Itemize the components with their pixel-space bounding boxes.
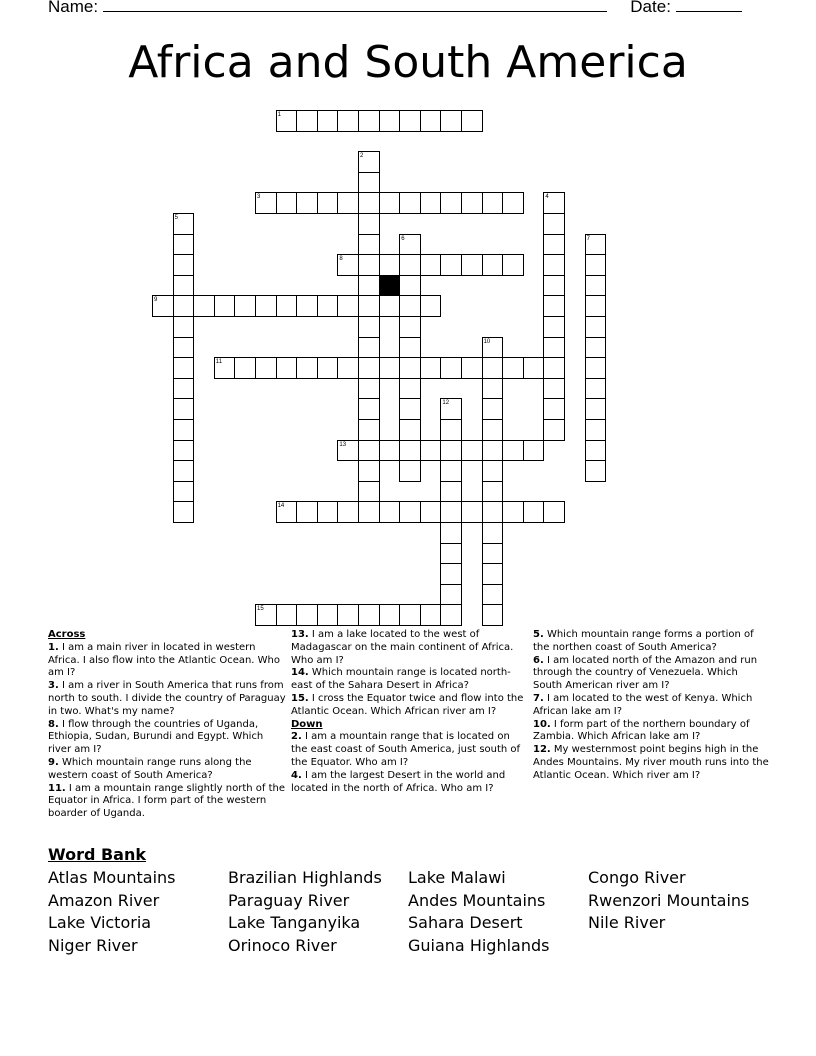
grid-cell[interactable] <box>276 110 298 132</box>
date-label: Date: <box>630 0 671 16</box>
grid-cell[interactable] <box>296 192 318 214</box>
grid-cell[interactable] <box>440 563 462 585</box>
grid-cell[interactable] <box>482 398 504 420</box>
grid-cell[interactable] <box>440 110 462 132</box>
clue-number: 3 <box>257 194 261 201</box>
word-bank-item: Andes Mountains <box>408 890 546 910</box>
grid-cell[interactable] <box>523 357 545 379</box>
grid-cell[interactable] <box>440 254 462 276</box>
grid-cell[interactable] <box>482 481 504 503</box>
grid-cell[interactable] <box>337 440 359 462</box>
grid-cell[interactable] <box>399 357 421 379</box>
grid-cell[interactable] <box>337 192 359 214</box>
word-bank-item: Orinoco River <box>228 935 337 955</box>
grid-cell[interactable] <box>461 192 483 214</box>
grid-cell[interactable] <box>399 378 421 400</box>
grid-cell[interactable] <box>399 398 421 420</box>
grid-cell[interactable] <box>399 110 421 132</box>
clue-number: 2 <box>360 153 364 160</box>
grid-cell[interactable] <box>440 604 462 626</box>
clue-text: Which mountain range runs along the western coast of South America? <box>48 756 252 781</box>
grid-cell[interactable] <box>358 110 380 132</box>
word-bank-item: Amazon River <box>48 890 160 910</box>
grid-cell[interactable] <box>399 501 421 523</box>
grid-cell[interactable] <box>482 604 504 626</box>
grid-cell[interactable] <box>358 316 380 338</box>
grid-cell[interactable] <box>585 234 607 256</box>
clue-num: 3. <box>48 680 59 692</box>
grid-cell[interactable] <box>379 254 401 276</box>
grid-cell[interactable] <box>585 398 607 420</box>
grid-cell[interactable] <box>399 604 421 626</box>
grid-cell[interactable] <box>543 275 565 297</box>
grid-cell[interactable] <box>358 172 380 194</box>
across-clue <box>291 629 527 667</box>
grid-cell[interactable] <box>543 316 565 338</box>
grid-cell[interactable] <box>234 357 256 379</box>
grid-cell[interactable] <box>420 604 442 626</box>
grid-cell[interactable] <box>440 192 462 214</box>
grid-cell[interactable] <box>420 501 442 523</box>
clue-text: My westernmost point begins high in the Andes Mountains. My river mouth runs into the Atlantic Ocean. Which river am I? <box>533 744 769 781</box>
down-clue <box>291 731 527 769</box>
grid-cell[interactable] <box>358 501 380 523</box>
grid-cell[interactable] <box>173 275 195 297</box>
grid-cell[interactable] <box>440 522 462 544</box>
grid-cell[interactable] <box>379 440 401 462</box>
grid-cell[interactable] <box>482 501 504 523</box>
grid-cell[interactable] <box>173 378 195 400</box>
clue-text: Which mountain range forms a portion of the northen coast of South America? <box>533 629 754 653</box>
down-clue <box>533 693 769 719</box>
grid-cell[interactable] <box>440 460 462 482</box>
clue-num: 2. <box>291 731 302 743</box>
grid-cell[interactable] <box>173 398 195 420</box>
grid-cell[interactable] <box>543 357 565 379</box>
clue-number: 9 <box>154 297 158 304</box>
clue-text: I am a mountain range that is located on the east coast of South America, just south of the Equator. Who am I? <box>291 731 521 768</box>
grid-cell[interactable] <box>276 501 298 523</box>
grid-cell[interactable] <box>214 295 236 317</box>
clue-text: I am located to the west of Kenya. Which African lake am I? <box>533 692 753 717</box>
grid-cell[interactable] <box>173 481 195 503</box>
grid-cell[interactable] <box>440 481 462 503</box>
word-bank-item: Nile River <box>588 913 666 932</box>
clues-column-1 <box>48 629 286 821</box>
grid-cell[interactable] <box>543 501 565 523</box>
grid-cell[interactable] <box>399 316 421 338</box>
grid-cell[interactable] <box>482 337 504 359</box>
grid-cell[interactable] <box>358 275 380 297</box>
grid-cell[interactable] <box>543 337 565 359</box>
grid-cell[interactable] <box>337 254 359 276</box>
clue-text: I am located north of the Amazon and run through the country of Venezuela. Which South American river am I? <box>533 654 758 692</box>
grid-cell[interactable] <box>337 501 359 523</box>
clue-number: 4 <box>545 194 549 201</box>
clue-number: 11 <box>215 359 223 366</box>
grid-cell[interactable] <box>585 440 607 462</box>
grid-cell[interactable] <box>379 295 401 317</box>
grid-cell[interactable] <box>585 460 607 482</box>
grid-cell[interactable] <box>255 192 277 214</box>
grid-cell[interactable] <box>502 357 524 379</box>
clue-number: 5 <box>174 215 178 221</box>
grid-cell[interactable] <box>317 110 339 132</box>
clue-num: 7. <box>533 692 544 704</box>
grid-cell[interactable] <box>173 234 195 256</box>
grid-cell[interactable] <box>358 234 380 256</box>
grid-cell[interactable] <box>337 110 359 132</box>
grid-cell[interactable] <box>379 110 401 132</box>
word-bank-item: Guiana Highlands <box>408 935 550 955</box>
grid-cell[interactable] <box>585 378 607 400</box>
grid-cell[interactable] <box>173 440 195 462</box>
grid-cell[interactable] <box>543 398 565 420</box>
clue-number: 15 <box>257 606 264 613</box>
grid-cell[interactable] <box>358 295 380 317</box>
grid-cell[interactable] <box>152 295 174 317</box>
clue-num: 13. <box>291 629 309 640</box>
clue-num: 10. <box>533 718 551 730</box>
clues-column-2 <box>291 629 527 795</box>
grid-cell[interactable] <box>399 295 421 317</box>
grid-cell[interactable] <box>358 254 380 276</box>
grid-cell[interactable] <box>502 254 524 276</box>
grid-cell[interactable] <box>379 357 401 379</box>
grid-cell[interactable] <box>317 357 339 379</box>
grid-cell[interactable] <box>543 419 565 441</box>
word-bank-item: Brazilian Highlands <box>228 868 382 887</box>
grid-cell[interactable] <box>482 440 504 462</box>
clue-num: 4. <box>291 769 302 781</box>
grid-cell[interactable] <box>276 604 298 626</box>
word-bank-item: Rwenzori Mountains <box>588 890 750 910</box>
grid-cell[interactable] <box>502 192 524 214</box>
grid-cell[interactable] <box>482 460 504 482</box>
grid-cell[interactable] <box>543 192 565 214</box>
grid-cell[interactable] <box>482 584 504 606</box>
grid-cell[interactable] <box>317 295 339 317</box>
grid-cell[interactable] <box>482 563 504 585</box>
grid-cell[interactable] <box>173 419 195 441</box>
across-heading: Across <box>48 629 86 640</box>
grid-cell[interactable] <box>358 419 380 441</box>
grid-cell[interactable] <box>358 151 380 173</box>
grid-cell[interactable] <box>482 192 504 214</box>
clue-number: 14 <box>277 503 285 510</box>
grid-cell[interactable] <box>585 419 607 441</box>
across-clue <box>291 693 527 719</box>
grid-cell[interactable] <box>399 460 421 482</box>
grid-cell[interactable] <box>173 460 195 482</box>
across-clue <box>48 680 286 718</box>
grid-cell[interactable] <box>440 419 462 441</box>
name-label: Name: <box>48 0 99 16</box>
grid-cell[interactable] <box>523 440 545 462</box>
grid-cell[interactable] <box>420 440 442 462</box>
grid-cell[interactable] <box>585 275 607 297</box>
grid-cell[interactable] <box>502 501 524 523</box>
grid-cell[interactable] <box>173 295 195 317</box>
grid-cell[interactable] <box>255 295 277 317</box>
grid-cell[interactable] <box>543 213 565 235</box>
clue-num: 5. <box>533 629 544 640</box>
grid-cell[interactable] <box>440 584 462 606</box>
grid-cell[interactable] <box>276 295 298 317</box>
grid-cell[interactable] <box>523 501 545 523</box>
grid-cell[interactable] <box>296 501 318 523</box>
clue-text: I am a lake located to the west of Madagascar on the main continent of Africa. Who am I? <box>291 629 514 666</box>
clue-num: 6. <box>533 654 544 666</box>
grid-cell[interactable] <box>502 440 524 462</box>
clue-text: I cross the Equator twice and flow into the Atlantic Ocean. Which African river am I? <box>291 692 524 717</box>
grid-cell[interactable] <box>440 398 462 420</box>
down-clue <box>533 744 769 782</box>
clue-number: 10 <box>483 338 491 345</box>
clue-text: I am a main river in located in western Africa. I also flow into the Atlantic Ocean. Who am I? <box>48 641 281 679</box>
grid-cell[interactable] <box>214 357 236 379</box>
grid-cell[interactable] <box>276 357 298 379</box>
clue-text: I am a mountain range slightly north of the Equator in Africa. I form part of the western boarder of Uganda. <box>48 782 285 820</box>
grid-cell[interactable] <box>461 254 483 276</box>
grid-cell[interactable] <box>440 543 462 565</box>
grid-cell[interactable] <box>461 501 483 523</box>
grid-cell[interactable] <box>296 357 318 379</box>
grid-cell[interactable] <box>585 254 607 276</box>
grid-cell[interactable] <box>399 275 421 297</box>
across-clue <box>48 642 286 680</box>
grid-cell[interactable] <box>317 501 339 523</box>
grid-cell[interactable] <box>379 501 401 523</box>
clue-num: 8. <box>48 718 59 730</box>
grid-cell[interactable] <box>358 398 380 420</box>
grid-block <box>379 275 401 297</box>
grid-cell[interactable] <box>420 254 442 276</box>
clue-num: 1. <box>48 641 59 653</box>
clue-number: 1 <box>277 112 281 118</box>
clue-num: 12. <box>533 744 551 756</box>
grid-cell[interactable] <box>358 192 380 214</box>
grid-cell[interactable] <box>440 357 462 379</box>
grid-cell[interactable] <box>482 357 504 379</box>
grid-cell[interactable] <box>173 316 195 338</box>
grid-cell[interactable] <box>255 357 277 379</box>
across-clue <box>48 757 286 783</box>
grid-cell[interactable] <box>358 357 380 379</box>
clue-text: I am the largest Desert in the world and located in the north of Africa. Who am I? <box>291 769 506 794</box>
grid-cell[interactable] <box>255 604 277 626</box>
grid-cell[interactable] <box>276 192 298 214</box>
grid-cell[interactable] <box>399 192 421 214</box>
grid-cell[interactable] <box>173 254 195 276</box>
down-clue <box>533 655 769 693</box>
grid-cell[interactable] <box>317 192 339 214</box>
clue-number: 8 <box>339 256 343 263</box>
clue-number: 7 <box>586 235 590 242</box>
grid-cell[interactable] <box>482 254 504 276</box>
grid-cell[interactable] <box>399 337 421 359</box>
grid-cell[interactable] <box>461 110 483 132</box>
grid-cell[interactable] <box>337 357 359 379</box>
clue-number: 6 <box>401 235 405 242</box>
grid-cell[interactable] <box>461 440 483 462</box>
grid-cell[interactable] <box>420 110 442 132</box>
word-bank-title: Word Bank <box>48 845 147 864</box>
grid-cell[interactable] <box>420 295 442 317</box>
word-bank-item: Lake Tanganyika <box>228 913 361 932</box>
clue-text: Which mountain range is located north-east of the Sahara Desert in Africa? <box>291 667 511 692</box>
grid-cell[interactable] <box>358 440 380 462</box>
grid-cell[interactable] <box>317 604 339 626</box>
grid-cell[interactable] <box>358 481 380 503</box>
grid-cell[interactable] <box>337 295 359 317</box>
grid-cell[interactable] <box>543 234 565 256</box>
word-bank-item: Lake Victoria <box>48 913 152 932</box>
word-bank-item: Niger River <box>48 935 138 955</box>
down-clue <box>291 770 527 796</box>
across-clue <box>291 667 527 693</box>
grid-cell[interactable] <box>482 543 504 565</box>
page-title: Africa and South America <box>128 37 688 88</box>
grid-cell[interactable] <box>585 295 607 317</box>
grid-cell[interactable] <box>296 295 318 317</box>
grid-cell[interactable] <box>482 419 504 441</box>
clue-number: 13 <box>339 441 347 448</box>
grid-cell[interactable] <box>296 604 318 626</box>
clue-text: I form part of the northern boundary of Zambia. Which African lake am I? <box>533 718 750 743</box>
across-clue <box>48 783 286 821</box>
grid-cell[interactable] <box>358 213 380 235</box>
grid-cell[interactable] <box>543 378 565 400</box>
grid-cell[interactable] <box>173 501 195 523</box>
grid-cell[interactable] <box>440 501 462 523</box>
clues-column-3 <box>533 629 769 783</box>
grid-cell[interactable] <box>420 357 442 379</box>
word-bank-item: Sahara Desert <box>408 913 523 932</box>
grid-cell[interactable] <box>399 419 421 441</box>
grid-cell[interactable] <box>379 192 401 214</box>
clue-num: 14. <box>291 667 309 679</box>
grid-cell[interactable] <box>543 295 565 317</box>
grid-cell[interactable] <box>358 378 380 400</box>
across-clue <box>48 719 286 757</box>
word-bank-item: Lake Malawi <box>408 868 506 887</box>
clue-text: I am a river in South America that runs from north to south. I divide the country of Paraguay in two. What's my name? <box>48 680 286 717</box>
clue-num: 15. <box>291 692 309 704</box>
grid-cell[interactable] <box>585 316 607 338</box>
word-bank-item: Paraguay River <box>228 890 350 910</box>
down-clue <box>533 629 769 655</box>
grid-cell[interactable] <box>585 357 607 379</box>
grid-cell[interactable] <box>193 295 215 317</box>
grid-cell[interactable] <box>482 378 504 400</box>
grid-cell[interactable] <box>399 234 421 256</box>
grid-cell[interactable] <box>337 604 359 626</box>
down-heading: Down <box>291 718 323 730</box>
grid-cell[interactable] <box>420 192 442 214</box>
grid-cell[interactable] <box>461 357 483 379</box>
grid-cell[interactable] <box>399 440 421 462</box>
grid-cell[interactable] <box>482 522 504 544</box>
grid-cell[interactable] <box>358 337 380 359</box>
grid-cell[interactable] <box>543 254 565 276</box>
grid-cell[interactable] <box>379 604 401 626</box>
grid-cell[interactable] <box>399 254 421 276</box>
clue-number: 12 <box>442 400 450 407</box>
grid-cell[interactable] <box>173 357 195 379</box>
grid-cell[interactable] <box>358 604 380 626</box>
grid-cell[interactable] <box>234 295 256 317</box>
grid-cell[interactable] <box>358 460 380 482</box>
clue-num: 11. <box>48 782 66 794</box>
grid-cell[interactable] <box>173 213 195 235</box>
word-bank-item: Congo River <box>588 868 686 887</box>
grid-cell[interactable] <box>296 110 318 132</box>
clue-num: 9. <box>48 756 59 768</box>
grid-cell[interactable] <box>585 337 607 359</box>
grid-cell[interactable] <box>440 440 462 462</box>
word-bank-item: Atlas Mountains <box>48 868 176 887</box>
clue-text: I flow through the countries of Uganda, Ethiopia, Sudan, Burundi and Egypt. Which river am I? <box>48 718 264 756</box>
down-clue <box>533 719 769 745</box>
grid-cell[interactable] <box>173 337 195 359</box>
